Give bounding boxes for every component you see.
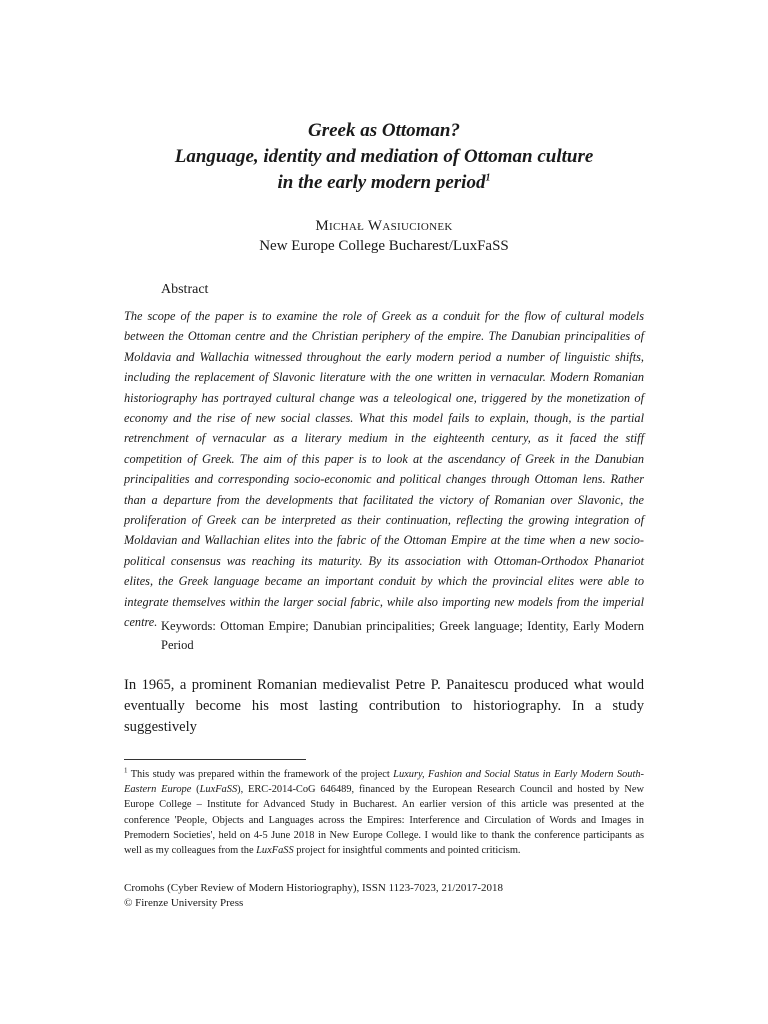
title-line-2: Language, identity and mediation of Ottoman culture	[174, 146, 594, 167]
abstract-heading: Abstract	[161, 282, 209, 297]
footnote-project-title: Luxury, Fashion and Social Status in Early Modern South-Eastern Europe	[124, 769, 644, 796]
title-line-3-text: in the early modern period	[277, 172, 486, 193]
author-affiliation: New Europe College Bucharest/LuxFaSS	[259, 238, 509, 254]
footnote-text-1: This study was prepared within the framework of the project	[127, 769, 394, 780]
footnote-acronym: LuxFaSS	[199, 784, 238, 796]
title-line-1: Greek as Ottoman?	[308, 120, 460, 141]
author-block	[0, 216, 768, 256]
footnote-text-4: project for insightful comments and pointed criticism.	[293, 845, 521, 857]
author-name: Michał Wasiucionek	[315, 218, 453, 234]
title-footnote-marker[interactable]: 1	[485, 172, 491, 184]
page-footer	[124, 881, 503, 911]
footnote-divider	[124, 759, 306, 760]
abstract-text: The scope of the paper is to examine the role of Greek as a conduit for the flow of cultural models between the Ottoman centre and the Christian periphery of the empire. The Danubian principalities of Moldavia and Wallachia witnessed throughout the early modern period a number of linguistic shifts, including the replacement of Slavonic literature with the one written in vernacular. Modern Romanian historiography has portrayed cultural change was a teleological one, triggered by the monetization of economy and the rise of new social classes. What this model fails to explain, though, is the partial retrenchment of vernacular as a literary medium in the eighteenth century, as it faced the stiff competition of Greek. The aim of this paper is to look at the ascendancy of Greek in the Danubian principalities and corresponding socio-economic and political changes through Ottoman lens. Rather than a departure from the developments that facilitated the victory of Romanian over Slavonic, the proliferation of Greek can be interpreted as their continuation, reflecting the growing integration of Moldavian and Wallachian elites into the fabric of the Ottoman Empire at the time when a new socio-political consensus was reaching its maturity. By its association with Ottoman-Orthodox Phanariot elites, the Greek language became an important conduit by which the provincial elites were able to integrate themselves within the larger social fabric, while also importing new models from the imperial centre.	[124, 309, 644, 630]
footnote-text-3: ), ERC-2014-CoG 646489, financed by the European Research Council and hosted by New Europe College – Institute for Advanced Study in Bucharest. An earlier version of this article was presented at the conference 'People, Objects and Languages across the Empires: Interference and Circulation of Words and Images in Premodern Societies', held on 4-5 June 2018 in New Europe College. I would like to thank the conference participants as well as my colleagues from the	[124, 784, 645, 857]
journal-info: Cromohs (Cyber Review of Modern Historiography), ISSN 1123-7023, 21/2017-2018	[124, 882, 504, 894]
paper-title	[0, 118, 768, 196]
footnote	[124, 767, 644, 858]
body-paragraph: In 1965, a prominent Romanian medievalist Petre P. Panaitescu produced what would eventually become his most lasting contribution to historiography. In a study suggestively	[124, 677, 644, 735]
footnote-text-2: (	[191, 784, 200, 796]
footnote-marker: 1	[124, 766, 128, 775]
title-line-3	[0, 170, 768, 196]
footnote-acronym-2: LuxFaSS	[256, 845, 294, 857]
keywords: Keywords: Ottoman Empire; Danubian principalities; Greek language; Identity, Early Modern Period	[161, 619, 644, 652]
copyright: © Firenze University Press	[124, 897, 244, 909]
